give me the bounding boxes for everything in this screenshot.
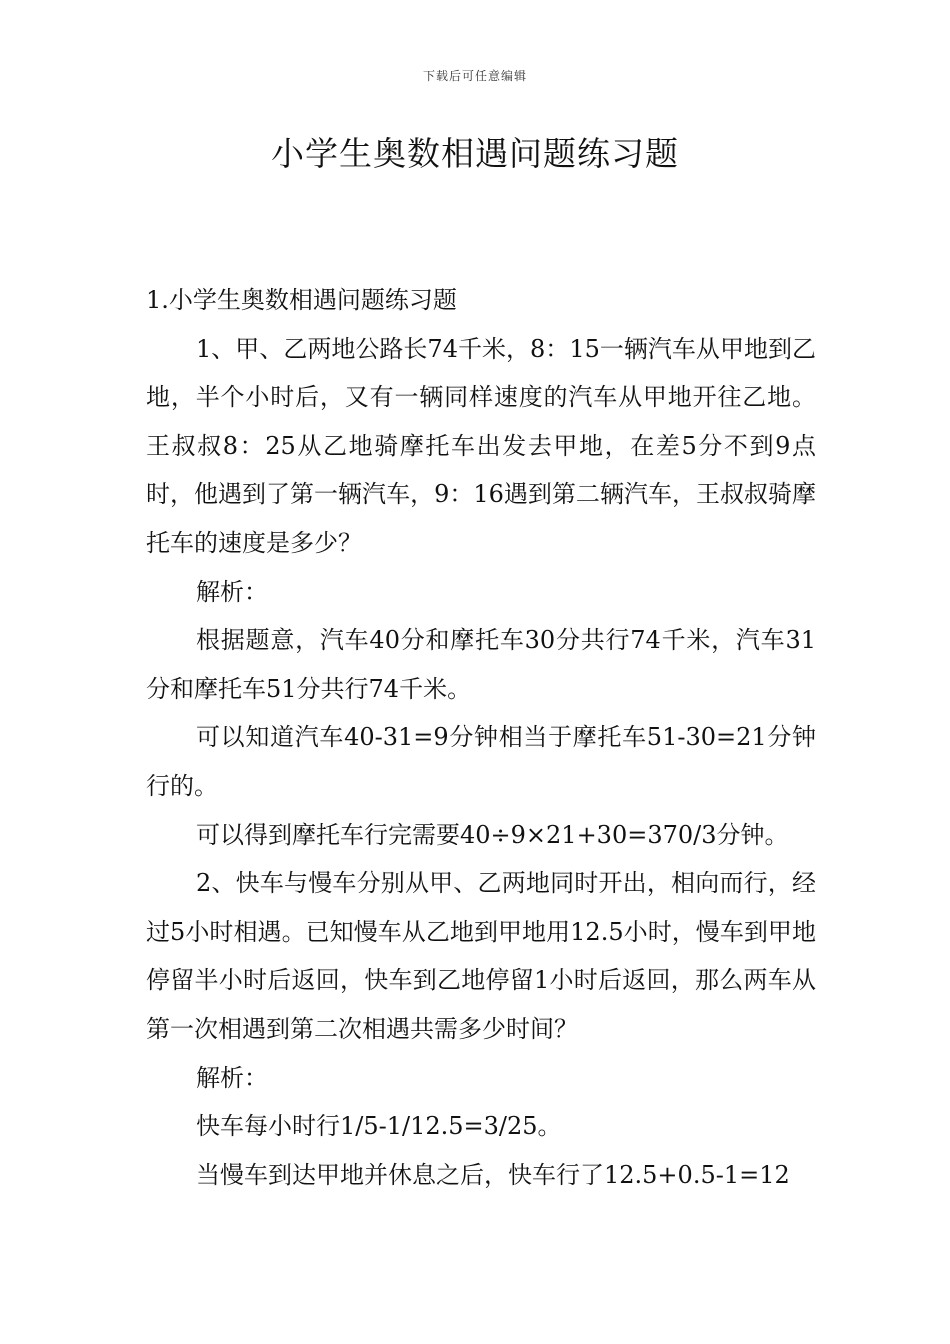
paragraph-analysis-2b: 当慢车到达甲地并休息之后，快车行了12.5+0.5-1=12: [196, 1160, 790, 1189]
paragraph-analysis-label-1: 解析：: [196, 577, 268, 606]
paragraph-analysis-2a: 快车每小时行1/5-1/12.5=3/25。: [196, 1112, 562, 1141]
paragraph-analysis-1c: 可以得到摩托车行完需要40÷9×21+30=370/3分钟。: [196, 820, 789, 849]
paragraph-analysis-1a: 根据题意，汽车40分和摩托车30分共行74千米，汽车31分和摩托车51分共行74千米。: [146, 626, 816, 703]
document-body: [146, 276, 816, 1199]
header-note: 下载后可任意编辑: [422, 69, 527, 83]
section-heading: 1.小学生奥数相遇问题练习题: [146, 286, 457, 314]
document-title: 小学生奥数相遇问题练习题: [271, 134, 679, 173]
paragraph-problem-2: 2、快车与慢车分别从甲、乙两地同时开出，相向而行，经过5小时相遇。已知慢车从乙地到甲地用12.5小时，慢车到甲地停留半小时后返回，快车到乙地停留1小时后返回，那么两车从第一次相遇到第二次相遇共需多少时间？: [146, 869, 816, 1043]
paragraph-analysis-1b: 可以知道汽车40-31=9分钟相当于摩托车51-30=21分钟行的。: [146, 723, 816, 800]
paragraph-analysis-label-2: 解析：: [196, 1063, 268, 1092]
paragraph-problem-1: 1、甲、乙两地公路长74千米，8：15一辆汽车从甲地到乙地，半个小时后，又有一辆同样速度的汽车从甲地开往乙地。王叔叔8：25从乙地骑摩托车出发去甲地，在差5分不到9点时，他遇到了第一辆汽车，9：16遇到第二辆汽车，王叔叔骑摩托车的速度是多少？: [146, 334, 816, 557]
